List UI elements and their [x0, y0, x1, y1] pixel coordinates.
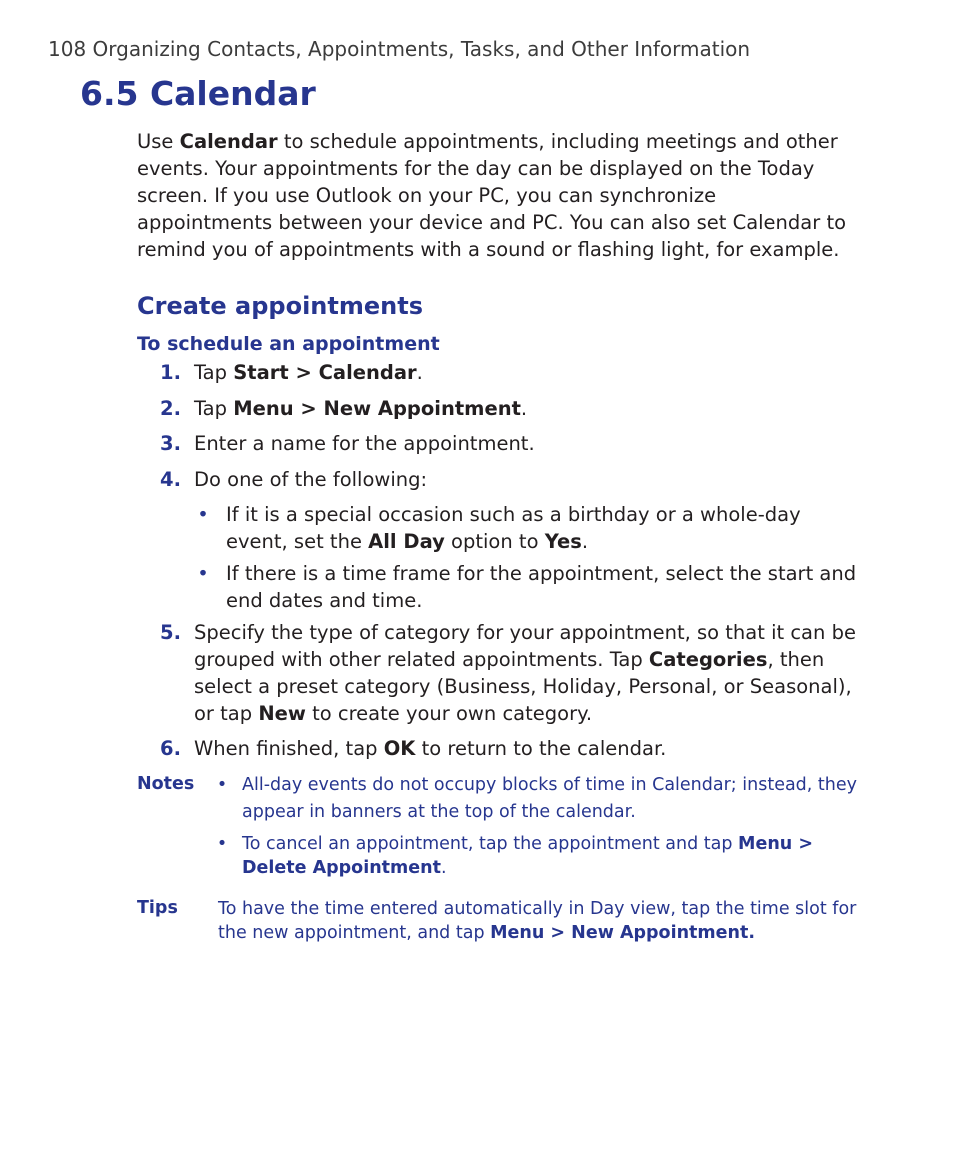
bullet-icon: • [216, 775, 228, 795]
step-text: Tap Menu > New Appointment. [194, 397, 528, 420]
tip-text: To have the time entered automatically in Day view, tap the time slot for the new appointment, and tap Menu > New Appointment. [218, 899, 857, 943]
bullet-icon: • [197, 503, 209, 526]
intro-text: Use [137, 130, 180, 153]
step-number: 6. [160, 737, 181, 760]
step-text: When finished, tap OK to return to the calendar. [194, 737, 667, 760]
bullet-text: If there is a time frame for the appointment, select the start and end dates and time. [226, 562, 857, 612]
bullet-icon: • [197, 562, 209, 585]
chapter-title: 6.5 Calendar [80, 74, 316, 113]
bullet-text: If it is a special occasion such as a birthday or a whole-day event, set the All Day option to Yes. [226, 503, 801, 553]
step-text: Enter a name for the appointment. [194, 432, 535, 455]
bullet-icon: • [216, 834, 228, 854]
intro-text-rest: to schedule appointments, including meetings and other events. Your appointments for the day can be displayed on the Today screen. If you use Outlook on your PC, you can synchronize appointments between your device and PC. You can also set Calendar to remind you of appointments with a sound or flashing light, for example. [137, 130, 847, 261]
step-number: 2. [160, 397, 181, 420]
step-number: 1. [160, 361, 181, 384]
step-text: Do one of the following: [194, 468, 428, 491]
intro-paragraph [137, 128, 857, 263]
tips-label: Tips [137, 898, 178, 918]
step-text: Specify the type of category for your appointment, so that it can be grouped with other related appointments. Tap Categories, then select a preset category (Business, Holiday, Personal, or Seasonal), or tap New to create your own category. [194, 621, 856, 725]
procedure-heading: To schedule an appointment [137, 333, 440, 355]
running-head: 108 Organizing Contacts, Appointments, Tasks, and Other Information [48, 37, 751, 61]
step-number: 5. [160, 621, 181, 644]
step-text: Tap Start > Calendar. [194, 361, 423, 384]
section-heading: Create appointments [137, 292, 423, 320]
note-text: All-day events do not occupy blocks of time in Calendar; instead, they appear in banners at the top of the calendar. [242, 775, 857, 822]
notes-label: Notes [137, 774, 195, 794]
intro-calendar-term: Calendar [179, 130, 278, 153]
step-number: 3. [160, 432, 181, 455]
step-number: 4. [160, 468, 181, 491]
note-text: To cancel an appointment, tap the appointment and tap Menu > Delete Appointment. [242, 834, 814, 878]
